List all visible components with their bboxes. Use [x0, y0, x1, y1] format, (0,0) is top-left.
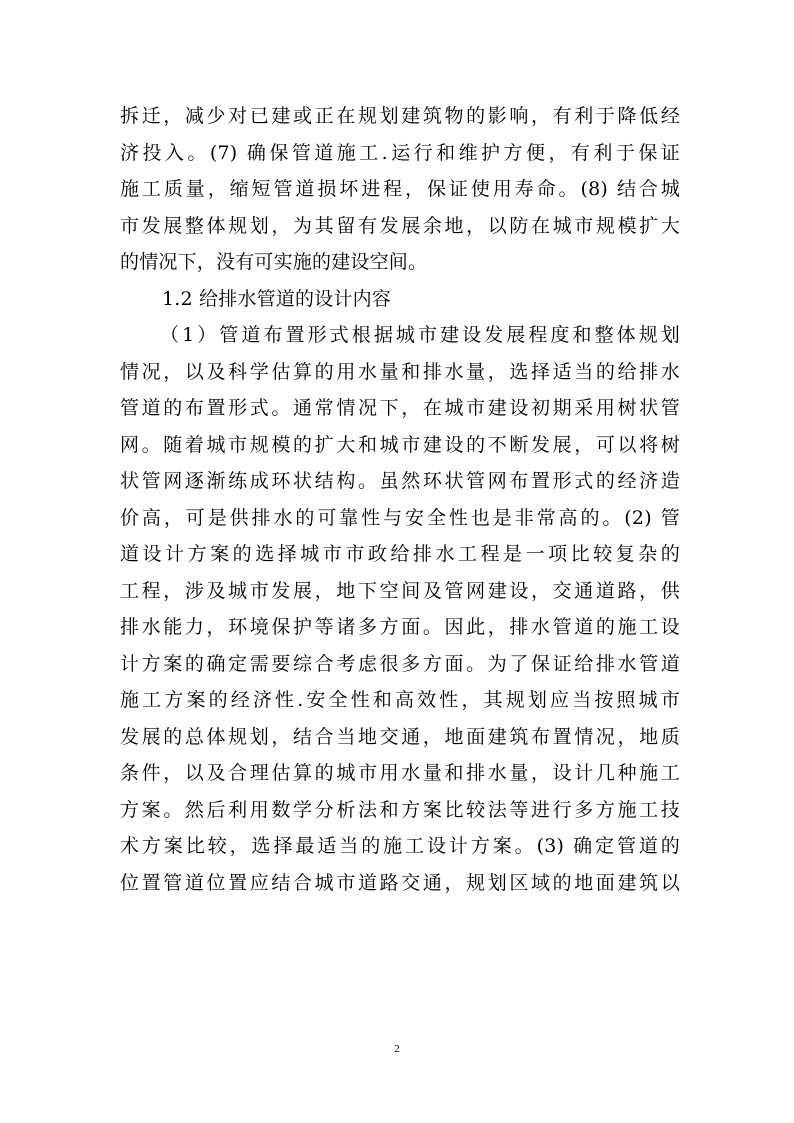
text-line: 价高，可是供排水的可靠性与安全性也是非常高的。(2) 管 — [120, 506, 680, 529]
text-line: 网。随着城市规模的扩大和城市建设的不断发展，可以将树 — [120, 433, 680, 456]
text-line: 的情况下，没有可实施的建设空间。 — [120, 251, 428, 273]
text-line: 施工质量，缩短管道损坏进程，保证使用寿命。(8) 结合城 — [120, 178, 680, 200]
text-line: 术方案比较，选择最适当的施工设计方案。(3) 确定管道的 — [120, 835, 680, 857]
text-line: 条件，以及合理估算的城市用水量和排水量，设计几种施工 — [120, 762, 680, 784]
text-line: 济投入。(7) 确保管道施工.运行和维护方便，有利于保证 — [120, 141, 680, 164]
text-line: （1）管道布置形式根据城市建设发展程度和整体规划 — [160, 324, 680, 346]
text-line: 排水能力，环境保护等诸多方面。因此，排水管道的施工设 — [120, 616, 680, 638]
text-line: 方案。然后利用数学分析法和方案比较法等进行多方施工技 — [120, 798, 680, 821]
text-line: 拆迁，减少对已建或正在规划建筑物的影响，有利于降低经 — [120, 105, 680, 127]
section-heading: 1.2 给排水管道的设计内容 — [162, 287, 392, 310]
text-line: 位置管道位置应结合城市道路交通，规划区域的地面建筑以 — [120, 871, 680, 894]
text-line: 工程，涉及城市发展，地下空间及管网建设，交通道路，供 — [120, 579, 680, 602]
text-line: 市发展整体规划，为其留有发展余地，以防在城市规模扩大 — [120, 214, 680, 237]
text-line: 计方案的确定需要综合考虑很多方面。为了保证给排水管道 — [120, 652, 680, 675]
text-line: 发展的总体规划，结合当地交通，地面建筑布置情况，地质 — [120, 725, 680, 748]
text-line: 管道的布置形式。通常情况下，在城市建设初期采用树状管 — [120, 397, 680, 419]
text-line: 情况，以及科学估算的用水量和排水量，选择适当的给排水 — [120, 360, 680, 383]
text-line: 状管网逐渐练成环状结构。虽然环状管网布置形式的经济造 — [120, 470, 680, 492]
text-line: 施工方案的经济性.安全性和高效性，其规划应当按照城市 — [120, 689, 680, 711]
text-line: 道设计方案的选择城市市政给排水工程是一项比较复杂的 — [120, 543, 680, 565]
page-number: 2 — [394, 1043, 400, 1055]
body-text — [120, 98, 680, 901]
